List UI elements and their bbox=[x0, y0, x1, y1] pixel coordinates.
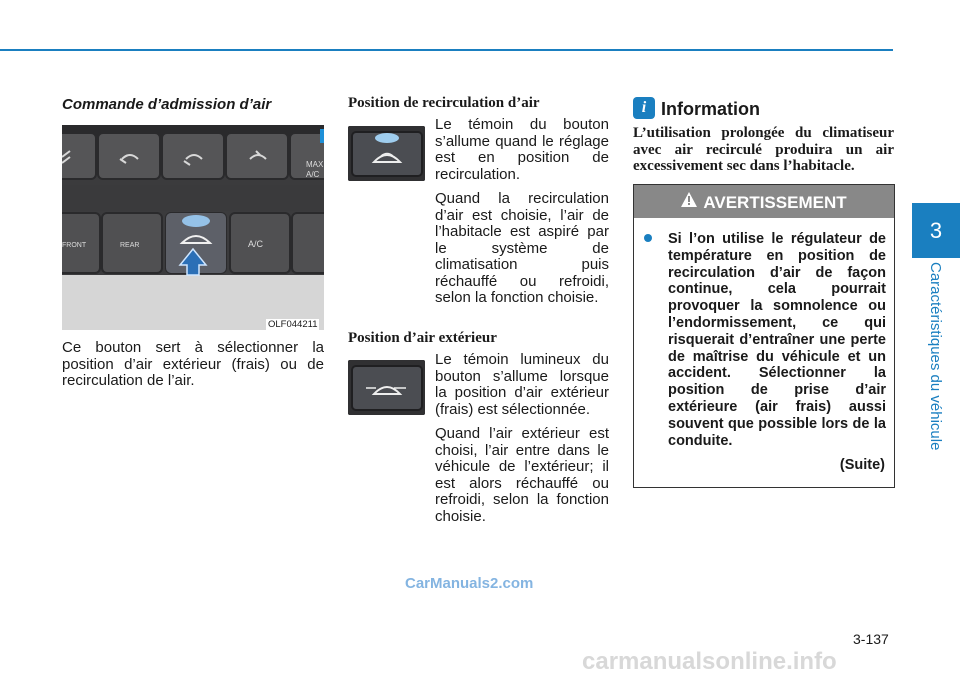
recirc-button-photo bbox=[348, 126, 425, 181]
ext-paragraph-1: Le témoin lumineux du bouton s’allume lorsque la position d’air extérieur (frais) est sélectionnée. bbox=[435, 351, 609, 418]
info-text: L’utilisation prolongée du climatiseur avec air recirculé produira un air excessivement sec dans l’habitacle. bbox=[633, 125, 894, 174]
recirc-heading: Position de recirculation d’air bbox=[348, 95, 540, 111]
warning-header bbox=[634, 185, 894, 218]
info-title: Information bbox=[661, 99, 760, 119]
warning-text: Si l’on utilise le régulateur de température en position de recirculation d’air de façon continue, cela pourrait provoquer la somnolence ou l’endormissement, ce qui risquerait d’entraîner une perte de maîtrise du véhicule et un accident. Sélectionner la position de prise d’air extérieure (air frais) aussi souvent que possible lors de la conduite. bbox=[668, 231, 886, 449]
recirc-paragraph-1: Le témoin du bouton s’allume quand le réglage est en position de recirculation. bbox=[435, 116, 609, 183]
ext-button-photo bbox=[348, 360, 425, 415]
warning-triangle-icon bbox=[681, 184, 697, 220]
chapter-label bbox=[927, 262, 950, 451]
label-ac-top: A/C bbox=[306, 170, 320, 179]
climate-panel-photo bbox=[62, 125, 324, 330]
recirc-paragraph-2: Quand la recirculation d’air est choisie, l’air de l’habitacle est aspiré par le système de climatisation puis réchauffé ou refroidi, selon la fonction choisie. bbox=[435, 190, 609, 306]
ext-paragraph-2: Quand l’air extérieur est choisi, l’air entre dans le véhicule de l’extérieur; il est alors réchauffé ou refroidi, selon la fonction choisie. bbox=[435, 425, 609, 525]
chapter-label-text: Caractéristiques du véhicule bbox=[927, 262, 944, 451]
left-body-text: Ce bouton sert à sélectionner la position d’air extérieur (frais) ou de recirculation de l’air. bbox=[62, 339, 324, 389]
section-heading: Commande d’admission d’air bbox=[62, 96, 272, 113]
image-code: OLF044211 bbox=[268, 319, 318, 330]
bullet-icon bbox=[644, 234, 652, 242]
info-icon: i bbox=[633, 97, 655, 119]
header-rule bbox=[0, 49, 893, 51]
label-max: MAX bbox=[306, 160, 324, 169]
warning-continued: (Suite) bbox=[839, 457, 885, 473]
page-number: 3-137 bbox=[853, 631, 889, 647]
label-rear: REAR bbox=[120, 242, 140, 249]
ext-heading: Position d’air extérieur bbox=[348, 330, 497, 346]
chapter-tab: 3 bbox=[912, 203, 960, 258]
watermark-carmanuals2: CarManuals2.com bbox=[405, 575, 534, 592]
watermark-carmanualsonline: carmanualsonline.info bbox=[582, 648, 837, 675]
warning-box bbox=[633, 184, 895, 488]
warning-title: AVERTISSEMENT bbox=[703, 193, 847, 212]
label-front: FRONT bbox=[62, 242, 87, 249]
label-ac: A/C bbox=[248, 239, 264, 249]
